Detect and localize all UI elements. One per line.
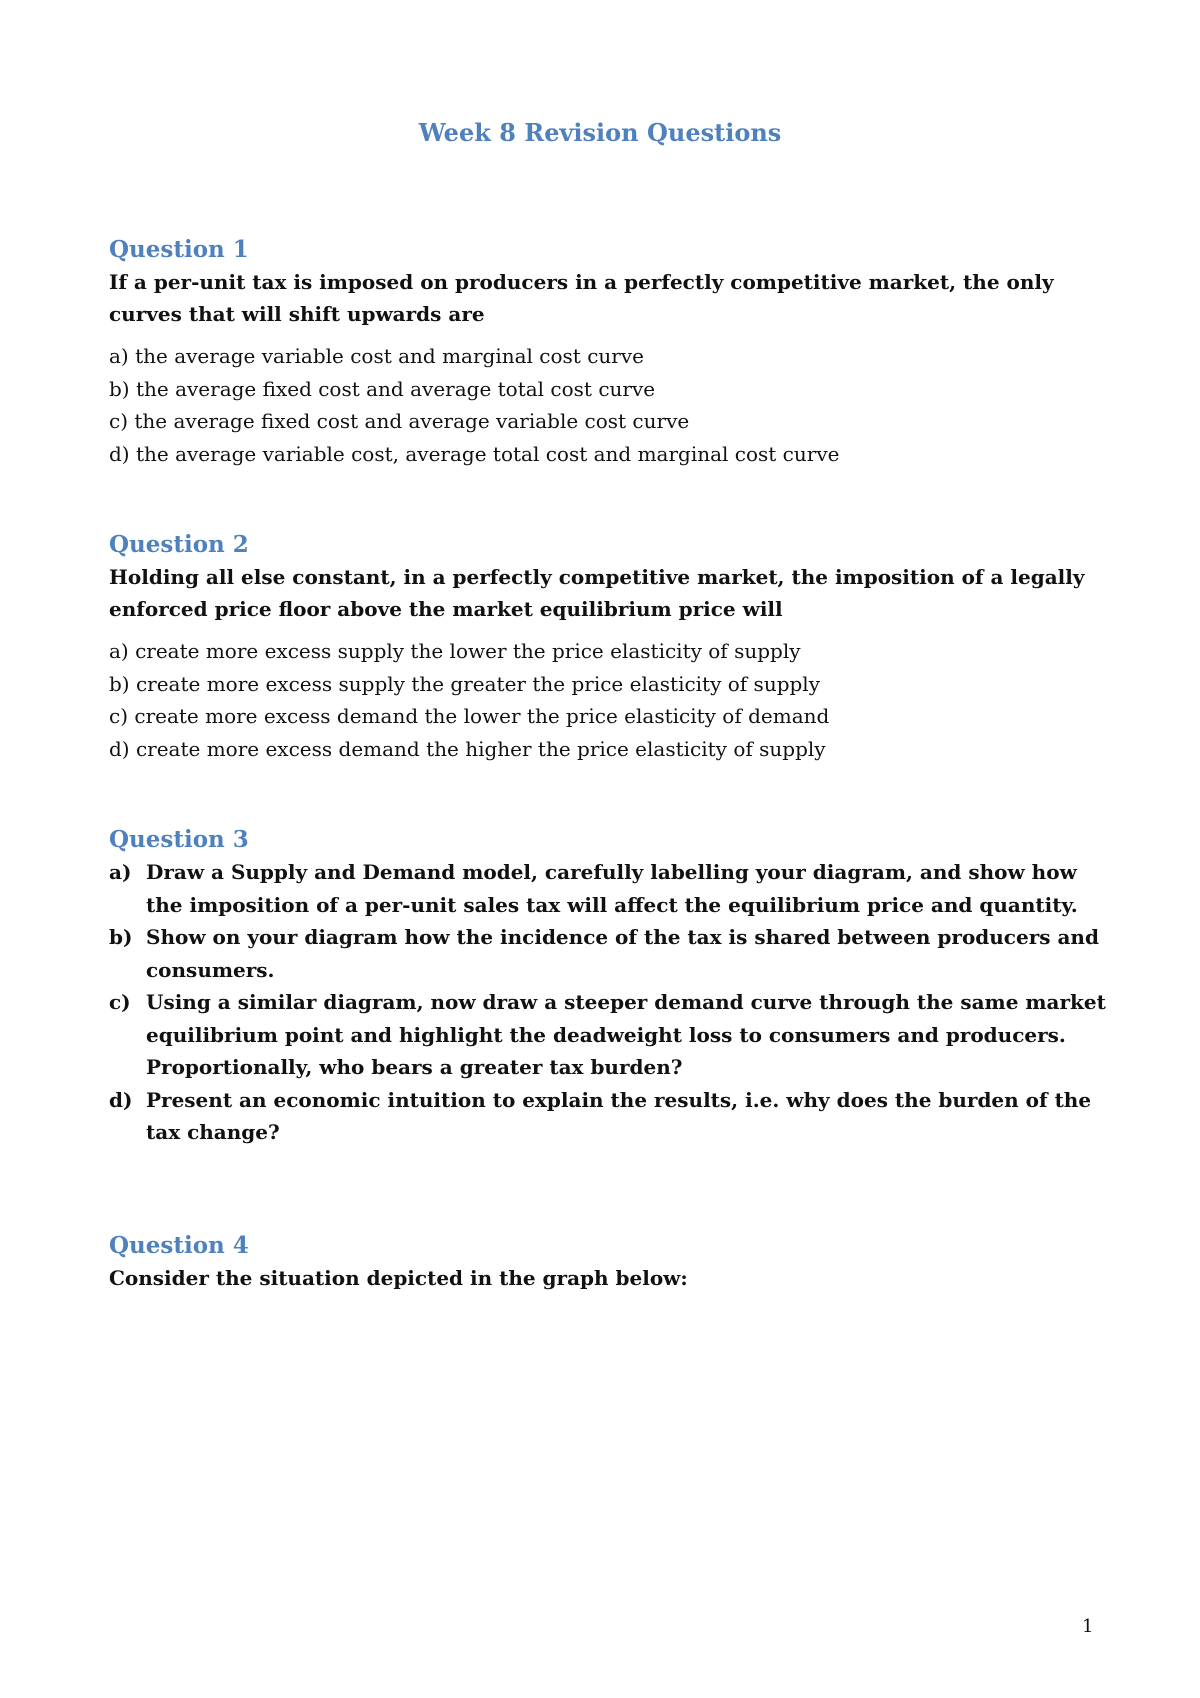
option-b: b) create more excess supply the greater the price elasticity of supply bbox=[109, 671, 820, 696]
answer-options bbox=[109, 340, 1109, 470]
option-a: a) create more excess supply the lower the price elasticity of supply bbox=[109, 639, 801, 663]
part-label: c) bbox=[109, 990, 131, 1014]
option-d: d) create more excess demand the higher the price elasticity of supply bbox=[109, 736, 826, 761]
question-3 bbox=[109, 824, 1109, 1149]
part-text: Draw a Supply and Demand model, carefully labelling your diagram, and show how the imposition of a per-unit sales tax will affect the equilibrium price and quantity. bbox=[146, 860, 1078, 917]
part-text: Show on your diagram how the incidence of the tax is shared between producers and consumers. bbox=[146, 925, 1099, 982]
part-text: Present an economic intuition to explain the results, i.e. why does the burden of the tax change? bbox=[146, 1087, 1092, 1144]
part-label: b) bbox=[109, 925, 133, 949]
page-number: 1 bbox=[1082, 1616, 1094, 1637]
part-d bbox=[109, 1084, 1109, 1149]
option-c: c) create more excess demand the lower the price elasticity of demand bbox=[109, 704, 830, 728]
document-title: Week 8 Revision Questions bbox=[418, 118, 782, 147]
question-heading: Question 1 bbox=[109, 236, 249, 263]
option-d: d) the average variable cost, average total cost and marginal cost curve bbox=[109, 441, 840, 466]
question-4 bbox=[109, 1230, 1109, 1294]
part-label: a) bbox=[109, 860, 132, 884]
option-b: b) the average fixed cost and average total cost curve bbox=[109, 376, 656, 401]
part-b bbox=[109, 921, 1109, 986]
question-heading: Question 4 bbox=[109, 1232, 249, 1259]
question-stem: Holding all else constant, in a perfectly competitive market, the imposition of a legally enforced price floor above the market equilibrium price will bbox=[109, 565, 1085, 621]
option-a: a) the average variable cost and marginal cost curve bbox=[109, 344, 644, 368]
part-label: d) bbox=[109, 1087, 133, 1112]
option-c: c) the average fixed cost and average variable cost curve bbox=[109, 409, 690, 433]
question-stem: Consider the situation depicted in the graph below: bbox=[109, 1266, 688, 1290]
part-text: Using a similar diagram, now draw a steeper demand curve through the same market equilibrium point and highlight the deadweight loss to consumers and producers. Proportionally, who bears a greater tax burden? bbox=[146, 990, 1106, 1079]
answer-options bbox=[109, 635, 1109, 765]
question-2 bbox=[109, 529, 1109, 765]
question-1 bbox=[109, 234, 1109, 470]
question-parts bbox=[109, 856, 1109, 1149]
part-a bbox=[109, 856, 1109, 921]
question-heading: Question 3 bbox=[109, 826, 249, 853]
question-stem: If a per-unit tax is imposed on producers in a perfectly competitive market, the only curves that will shift upwards are bbox=[109, 270, 1054, 326]
part-c bbox=[109, 986, 1109, 1084]
question-heading: Question 2 bbox=[109, 531, 249, 558]
